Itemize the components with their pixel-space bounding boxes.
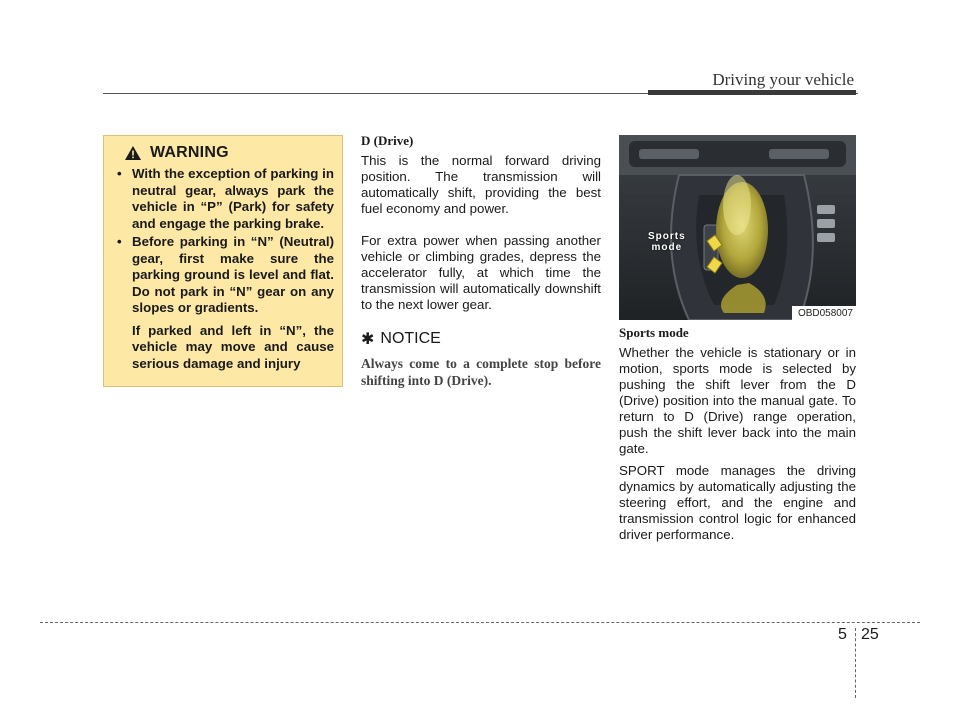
sports-paragraph-2: SPORT mode manages the driving dynamics by automatically adjusting the steering effort, and the engine and transmission control logic for enhanced driver performance. (619, 463, 856, 542)
notice-icon: ✱ (361, 331, 375, 348)
notice-title: NOTICE (380, 330, 441, 347)
bullet: • (117, 234, 122, 249)
warning-box (103, 135, 343, 387)
bullet: • (117, 166, 122, 181)
drive-column (361, 133, 601, 389)
warning-item-text: With the exception of parking in neutral gear, always park the vehicle in “P” (Park) for safety and engage the parking brake. (132, 166, 334, 231)
drive-paragraph-2: For extra power when passing another vehicle or climbing grades, depress the accelerator fully, at which time the transmission will automatically downshift to the next lower gear. (361, 233, 601, 312)
warning-note: If parked and left in “N”, the vehicle may move and cause serious damage and injury (132, 322, 334, 371)
sports-heading: Sports mode (619, 325, 689, 340)
notice-header (361, 329, 601, 349)
photo-caption: OBD058007 (792, 306, 856, 320)
warning-item-text: Before parking in “N” (Neutral) gear, first make sure the parking ground is level and flat. Do not park in “N” gear on any slopes or gradients. (132, 234, 334, 315)
shift-lever-photo (619, 135, 856, 320)
footer-rule (40, 622, 920, 623)
chapter-number: 5 (838, 626, 847, 643)
warning-title: WARNING (150, 144, 229, 161)
sports-mode-label-line2: mode (651, 242, 683, 253)
drive-paragraph-1: This is the normal forward driving position. The transmission will automatically shift, providing the best fuel economy and power. (361, 153, 601, 216)
notice-text: Always come to a complete stop before shifting into D (Drive). (361, 356, 601, 388)
sports-mode-label (648, 231, 686, 253)
sports-column (619, 325, 856, 549)
warning-item (116, 166, 334, 232)
drive-heading: D (Drive) (361, 133, 414, 148)
warning-triangle-icon (124, 145, 142, 161)
footer-divider (855, 628, 856, 698)
warning-header (124, 144, 334, 162)
page-number: 25 (861, 626, 879, 643)
header-rule-accent (648, 90, 856, 95)
section-title: Driving your vehicle (712, 70, 854, 89)
warning-item (116, 234, 334, 317)
sports-mode-label-line1: Sports (648, 231, 686, 242)
sports-paragraph-1: Whether the vehicle is stationary or in motion, sports mode is selected by pushing the shift lever from the D (Drive) position into the manual gate. To return to D (Drive) range operation, push the shift lever back into the main gate. (619, 345, 856, 456)
shift-lever-illustration (619, 135, 856, 320)
